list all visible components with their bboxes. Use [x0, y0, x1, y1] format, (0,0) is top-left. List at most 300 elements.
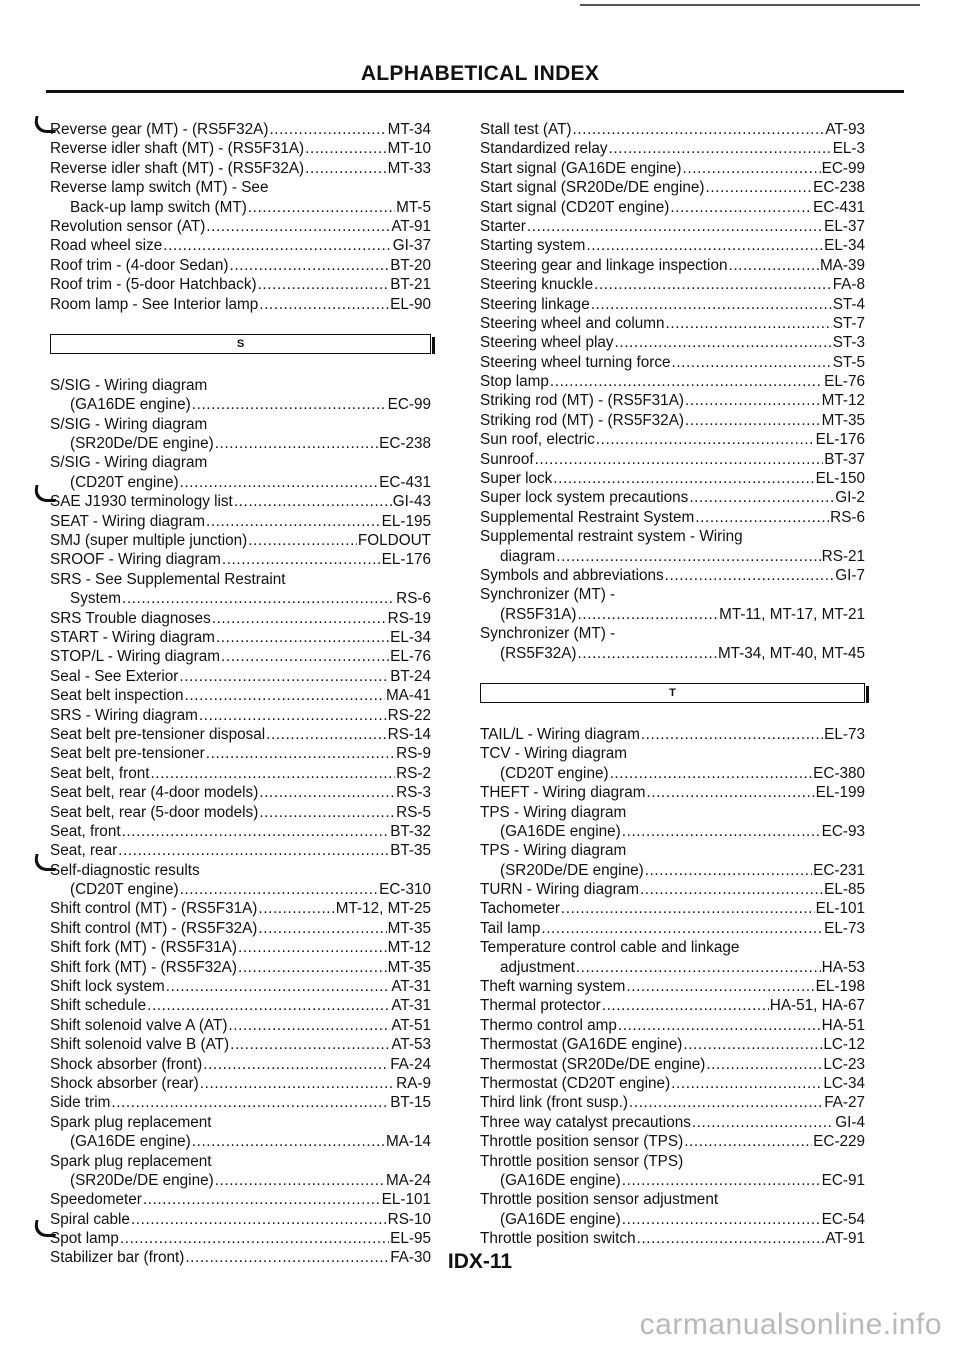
index-entry: [50, 1210, 431, 1229]
index-entry-name: adjustment: [500, 958, 575, 976]
index-entry-page-ref[interactable]: EC-54: [821, 1210, 865, 1228]
index-entry-name: SRS Trouble diagnoses: [50, 609, 211, 627]
index-entry: [480, 1016, 865, 1035]
index-entry-name: Self-diagnostic results: [50, 861, 200, 879]
index-entry-page-ref[interactable]: EL-101: [815, 900, 865, 918]
index-entry-name: Steering gear and linkage inspection: [480, 256, 728, 274]
index-entry-page-ref[interactable]: EL-101: [381, 1191, 431, 1209]
index-entry-page-ref[interactable]: ST-3: [832, 334, 865, 352]
index-entry: [50, 120, 431, 139]
index-entry-name: (CD20T engine): [500, 764, 609, 782]
index-entry-name: Shift solenoid valve A (AT): [50, 1016, 228, 1034]
index-entry-page-ref[interactable]: EL-76: [390, 648, 431, 666]
dot-leader: [269, 120, 386, 139]
index-entry: [480, 372, 865, 391]
index-entry-page-ref[interactable]: AT-93: [825, 121, 865, 138]
index-entry: [480, 644, 865, 663]
index-entry-name: TAIL/L - Wiring diagram: [480, 725, 640, 743]
index-entry-page-ref[interactable]: MT-10: [387, 140, 431, 158]
index-entry-page-ref[interactable]: AT-53: [391, 1036, 431, 1054]
dot-leader: [215, 1171, 385, 1190]
index-entry-name: Standardized relay: [480, 140, 608, 158]
index-entry-name: Roof trim - (4-door Sedan): [50, 256, 229, 274]
dot-leader: [206, 744, 395, 763]
index-entry: [50, 453, 431, 472]
index-entry-name: (CD20T engine): [70, 473, 179, 491]
index-entry-name: Seat belt, rear (5-door models): [50, 803, 259, 821]
index-entry: [480, 450, 865, 469]
index-entry: [50, 938, 431, 957]
index-entry-page-ref[interactable]: BT-24: [390, 667, 431, 685]
index-entry-page-ref[interactable]: MA-39: [819, 256, 865, 274]
index-entry-page-ref[interactable]: AT-91: [825, 1230, 865, 1248]
index-entry-name: Stop lamp: [480, 373, 549, 391]
index-entry-page-ref[interactable]: RS-6: [396, 590, 431, 608]
index-entry: [50, 628, 431, 647]
index-entry-name: SAE J1930 terminology list: [50, 493, 233, 511]
dot-leader: [206, 217, 390, 236]
index-entry-name: Roof trim - (5-door Hatchback): [50, 276, 257, 294]
index-entry-page-ref[interactable]: FA-8: [832, 276, 865, 294]
dot-leader: [640, 880, 823, 899]
index-entry-name: TPS - Wiring diagram: [480, 803, 627, 821]
dot-leader: [118, 841, 389, 860]
index-entry-name: (GA16DE engine): [70, 396, 191, 414]
dot-leader: [685, 411, 821, 430]
index-entry-page-ref[interactable]: MT-5: [396, 198, 431, 216]
index-entry: [480, 822, 865, 841]
index-entry-page-ref[interactable]: MT-12, MT-25: [335, 900, 431, 918]
index-entry-page-ref[interactable]: EL-34: [824, 237, 865, 255]
index-entry-name: Stall test (AT): [480, 121, 572, 138]
index-entry-name: Spark plug replacement: [50, 1152, 212, 1170]
dot-leader: [685, 391, 821, 410]
index-entry-page-ref[interactable]: BT-21: [390, 276, 431, 294]
dot-leader: [222, 550, 381, 569]
index-entry-name: SRS - Wiring diagram: [50, 706, 198, 724]
index-entry: [50, 295, 431, 314]
dot-leader: [541, 919, 823, 938]
index-entry: [480, 547, 865, 566]
dot-leader: [230, 256, 390, 275]
dot-leader: [120, 1229, 389, 1248]
index-entry: [50, 1074, 431, 1093]
dot-leader: [266, 725, 387, 744]
index-entry-name: Seat, rear: [50, 842, 118, 860]
dot-leader: [151, 764, 396, 783]
index-entry-page-ref[interactable]: AT-31: [391, 978, 431, 996]
dot-leader: [305, 159, 386, 178]
dot-leader: [591, 295, 832, 314]
index-entry: [50, 178, 431, 197]
index-entry-name: TCV - Wiring diagram: [480, 745, 628, 763]
index-entry-name: Seat belt, rear (4-door models): [50, 784, 259, 802]
title-rule: [46, 90, 904, 93]
index-entry-page-ref[interactable]: MT-34, MT-40, MT-45: [717, 644, 865, 662]
index-entry-page-ref[interactable]: HA-53: [821, 958, 865, 976]
index-entry: [50, 492, 431, 511]
index-entry-name: (CD20T engine): [70, 881, 179, 899]
index-entry-page-ref[interactable]: EL-73: [824, 919, 865, 937]
index-entry-page-ref[interactable]: EL-85: [824, 881, 865, 899]
index-entry: [50, 667, 431, 686]
index-entry-page-ref[interactable]: RS-2: [396, 764, 431, 782]
section-header-s: S: [50, 334, 431, 354]
index-entry-page-ref[interactable]: EL-199: [815, 784, 865, 802]
index-entry-name: (RS5F32A): [500, 644, 577, 662]
index-entry-page-ref[interactable]: RS-10: [387, 1210, 431, 1228]
dot-leader: [671, 1074, 822, 1093]
index-entry: [50, 1152, 431, 1171]
dot-leader: [122, 589, 395, 608]
dot-leader: [553, 469, 814, 488]
index-entry-page-ref[interactable]: EC-238: [813, 179, 865, 197]
index-entry: [480, 803, 865, 822]
index-entry: [50, 512, 431, 531]
index-entry-page-ref[interactable]: LC-23: [823, 1055, 865, 1073]
index-entry: [480, 1171, 865, 1190]
index-entry-name: (GA16DE engine): [500, 1210, 621, 1228]
index-entry: [480, 1190, 865, 1209]
index-entry-page-ref[interactable]: AT-51: [391, 1016, 431, 1034]
dot-leader: [573, 120, 825, 139]
index-entry-name: Seat belt pre-tensioner disposal: [50, 725, 266, 743]
index-entry: [50, 217, 431, 236]
index-entry-page-ref[interactable]: EC-91: [821, 1171, 865, 1189]
index-entry-page-ref[interactable]: GI-7: [835, 566, 865, 584]
dot-leader: [221, 647, 389, 666]
top-scan-mark: [580, 4, 920, 6]
dot-leader: [203, 1055, 389, 1074]
index-entry-name: Seal - See Exterior: [50, 667, 179, 685]
index-entry: [480, 488, 865, 507]
index-entry-page-ref[interactable]: MT-12: [821, 392, 865, 410]
index-entry-page-ref[interactable]: EC-431: [813, 198, 865, 216]
index-entry-page-ref[interactable]: FA-24: [390, 1055, 431, 1073]
index-entry-name: Super lock: [480, 470, 553, 488]
index-entry-name: Thermostat (SR20De/DE engine): [480, 1055, 706, 1073]
index-entry-page-ref[interactable]: BT-32: [390, 822, 431, 840]
index-entry-page-ref[interactable]: EL-37: [824, 217, 865, 235]
index-entry-page-ref[interactable]: RS-3: [396, 784, 431, 802]
index-entry-page-ref[interactable]: EC-93: [821, 822, 865, 840]
index-entry-page-ref[interactable]: EL-34: [390, 628, 431, 646]
dot-leader: [684, 1132, 812, 1151]
index-entry: [50, 473, 431, 492]
index-entry: [50, 139, 431, 158]
dot-leader: [199, 706, 387, 725]
index-entry-name: Thermal protector: [480, 997, 601, 1015]
index-entry-page-ref[interactable]: RS-21: [821, 547, 865, 565]
index-entry: [480, 996, 865, 1015]
dot-leader: [212, 609, 387, 628]
index-entry: [50, 1171, 431, 1190]
index-entry-name: Shift fork (MT) - (RS5F32A): [50, 958, 237, 976]
dot-leader: [185, 686, 385, 705]
index-entry-page-ref[interactable]: EL-3: [832, 140, 865, 158]
index-entry-page-ref[interactable]: EL-95: [390, 1230, 431, 1248]
dot-leader: [665, 566, 835, 585]
index-entry: [480, 1093, 865, 1112]
dot-leader: [670, 198, 812, 217]
index-entry-page-ref[interactable]: FA-30: [390, 1249, 431, 1267]
dot-leader: [259, 803, 395, 822]
dot-leader: [131, 1210, 387, 1229]
index-entry-page-ref[interactable]: MA-41: [385, 687, 431, 705]
index-entry-page-ref[interactable]: AT-91: [391, 217, 431, 235]
index-entry-name: Reverse lamp switch (MT) - See: [50, 179, 269, 197]
index-entry: [480, 977, 865, 996]
dot-leader: [147, 996, 390, 1015]
index-entry: [480, 1229, 865, 1248]
index-entry-name: Shock absorber (rear): [50, 1074, 199, 1092]
dot-leader: [578, 644, 717, 663]
index-entry: [480, 469, 865, 488]
index-entry-name: Shift fork (MT) - (RS5F31A): [50, 939, 237, 957]
index-entry-page-ref[interactable]: MT-12: [387, 939, 431, 957]
index-entry-name: Seat, front: [50, 822, 121, 840]
dot-leader: [626, 977, 814, 996]
index-entry: [50, 531, 431, 550]
index-entry-name: Reverse idler shaft (MT) - (RS5F32A): [50, 159, 305, 177]
index-entry-page-ref[interactable]: EL-195: [381, 512, 431, 530]
index-entry-name: Seat belt inspection: [50, 687, 184, 705]
index-entry-name: Seat belt pre-tensioner: [50, 745, 205, 763]
index-entry: [50, 1016, 431, 1035]
dot-leader: [550, 372, 823, 391]
dot-leader: [238, 938, 387, 957]
index-entry-name: STOP/L - Wiring diagram: [50, 648, 221, 666]
index-entry: [480, 314, 865, 333]
index-entry-name: Thermostat (CD20T engine): [480, 1074, 671, 1092]
dot-leader: [200, 1074, 395, 1093]
dot-leader: [535, 450, 824, 469]
index-entry-name: Steering knuckle: [480, 276, 594, 294]
index-entry-name: TPS - Wiring diagram: [480, 842, 627, 860]
index-entry-name: TURN - Wiring diagram: [480, 881, 639, 899]
dot-leader: [596, 430, 815, 449]
dot-leader: [305, 139, 386, 158]
index-entry-name: SROOF - Wiring diagram: [50, 551, 221, 569]
index-entry: [50, 550, 431, 569]
dot-leader: [215, 434, 378, 453]
index-entry-page-ref[interactable]: AT-31: [391, 997, 431, 1015]
index-entry-name: System: [70, 590, 121, 608]
index-entry-name: Shift control (MT) - (RS5F31A): [50, 900, 258, 918]
index-entry-page-ref[interactable]: EL-73: [824, 725, 865, 743]
index-entry-page-ref[interactable]: RS-6: [830, 508, 865, 526]
dot-leader: [143, 1190, 381, 1209]
dot-leader: [615, 333, 832, 352]
index-entry-name: (SR20De/DE engine): [70, 1171, 214, 1189]
index-entry: [480, 783, 865, 802]
index-entry-name: Tachometer: [480, 900, 560, 918]
index-entry: [480, 411, 865, 430]
index-entry: [50, 434, 431, 453]
index-entry: [480, 1152, 865, 1171]
index-entry: [480, 880, 865, 899]
index-entry-name: Three way catalyst precautions: [480, 1113, 691, 1131]
index-entry: [50, 880, 431, 899]
index-entry-page-ref[interactable]: FOLDOUT: [357, 532, 431, 550]
dot-leader: [622, 822, 821, 841]
index-entry-page-ref[interactable]: RS-19: [387, 609, 431, 627]
dot-leader: [610, 764, 813, 783]
dot-leader: [180, 880, 379, 899]
index-entry: [50, 236, 431, 255]
index-entry-page-ref[interactable]: EL-198: [815, 978, 865, 996]
index-entry-page-ref[interactable]: EC-99: [387, 396, 431, 414]
index-entry: [50, 1229, 431, 1248]
index-entry-page-ref[interactable]: MT-11, MT-17, MT-21: [719, 605, 865, 623]
dot-leader: [259, 783, 395, 802]
dot-leader: [578, 605, 719, 624]
index-entry-name: Room lamp - See Interior lamp: [50, 295, 259, 313]
index-entry: [50, 783, 431, 802]
index-entry-page-ref[interactable]: GI-43: [392, 493, 431, 511]
index-entry-page-ref[interactable]: EC-431: [379, 473, 431, 491]
index-entry-page-ref[interactable]: LC-34: [823, 1074, 865, 1092]
index-entry: [480, 1035, 865, 1054]
index-entry-page-ref[interactable]: EC-380: [813, 764, 865, 782]
index-entry-name: Revolution sensor (AT): [50, 217, 206, 235]
index-entry: [480, 333, 865, 352]
dot-leader: [238, 958, 387, 977]
index-entry-page-ref[interactable]: RA-9: [396, 1074, 431, 1092]
index-entry: [50, 376, 431, 395]
index-entry-page-ref[interactable]: BT-37: [824, 450, 865, 468]
index-entry-page-ref[interactable]: HA-51, HA-67: [769, 997, 865, 1015]
index-entry-page-ref[interactable]: RS-22: [387, 706, 431, 724]
dot-leader: [586, 236, 823, 255]
index-entry-name: Reverse idler shaft (MT) - (RS5F31A): [50, 140, 305, 158]
index-entry-name: Synchronizer (MT) -: [480, 586, 616, 604]
index-entry-name: Super lock system precautions: [480, 489, 689, 507]
index-entry-page-ref[interactable]: GI-2: [835, 489, 865, 507]
index-entry: [50, 415, 431, 434]
index-entry-page-ref[interactable]: GI-37: [392, 237, 431, 255]
page-number: IDX-11: [447, 1250, 513, 1273]
dot-leader: [163, 236, 391, 255]
index-entry-page-ref[interactable]: MA-24: [385, 1171, 431, 1189]
index-entry-name: Start signal (CD20T engine): [480, 198, 670, 216]
index-entry-page-ref[interactable]: RS-9: [396, 745, 431, 763]
index-entry-page-ref[interactable]: MT-34: [387, 121, 431, 138]
index-entry-page-ref[interactable]: MT-35: [821, 411, 865, 429]
index-entry: [480, 178, 865, 197]
index-entry-page-ref[interactable]: MT-33: [387, 159, 431, 177]
dot-leader: [629, 1093, 823, 1112]
index-entry-page-ref[interactable]: EC-231: [813, 861, 865, 879]
index-entry-name: S/SIG - Wiring diagram: [50, 415, 208, 433]
dot-leader: [258, 899, 334, 918]
index-entry: [50, 841, 431, 860]
dot-leader: [179, 667, 389, 686]
index-entry-page-ref[interactable]: ST-4: [832, 295, 865, 313]
index-entry-name: Sun roof, electric: [480, 431, 595, 449]
index-entry: [480, 1210, 865, 1229]
dot-leader: [594, 275, 832, 294]
index-entry-name: S/SIG - Wiring diagram: [50, 376, 208, 394]
index-entry: [480, 841, 865, 860]
dot-leader: [258, 275, 390, 294]
index-entry-name: Steering wheel turning force: [480, 353, 671, 371]
index-entry-name: Reverse gear (MT) - (RS5F32A): [50, 121, 269, 138]
index-entry: [480, 139, 865, 158]
index-entry: [50, 1093, 431, 1112]
index-entry: [480, 1074, 865, 1093]
dot-leader: [556, 547, 820, 566]
index-entry-page-ref[interactable]: EC-229: [813, 1133, 865, 1151]
index-entry: [480, 217, 865, 236]
index-entry-name: Symbols and abbreviations: [480, 566, 664, 584]
index-entry: [50, 919, 431, 938]
index-entry: [50, 899, 431, 918]
index-entry-page-ref[interactable]: RS-14: [387, 725, 431, 743]
dot-leader: [166, 977, 391, 996]
index-entry-page-ref[interactable]: MT-35: [387, 958, 431, 976]
index-entry-page-ref[interactable]: ST-5: [832, 353, 865, 371]
index-entry: [50, 609, 431, 628]
index-entry-page-ref[interactable]: RS-5: [396, 803, 431, 821]
index-entry: [50, 1113, 431, 1132]
dot-leader: [122, 822, 390, 841]
index-entry: [480, 725, 865, 744]
index-entry-name: Throttle position sensor (TPS): [480, 1152, 684, 1170]
index-entry-page-ref[interactable]: EC-310: [379, 881, 431, 899]
index-entry-page-ref[interactable]: EL-76: [824, 373, 865, 391]
index-entry-page-ref[interactable]: EC-99: [821, 159, 865, 177]
index-entry-name: Steering wheel and column: [480, 314, 665, 332]
index-entry-name: S/SIG - Wiring diagram: [50, 454, 208, 472]
index-entry-name: Throttle position sensor (TPS): [480, 1133, 684, 1151]
index-entry-page-ref[interactable]: EC-238: [379, 435, 431, 453]
index-entry-name: Start signal (SR20De/DE engine): [480, 179, 705, 197]
index-entry-page-ref[interactable]: ST-7: [832, 314, 865, 332]
index-entry-page-ref[interactable]: BT-35: [390, 842, 431, 860]
index-entry: [480, 1055, 865, 1074]
index-entry-page-ref[interactable]: EL-176: [815, 431, 865, 449]
index-entry: [50, 861, 431, 880]
index-entry-name: Throttle position switch: [480, 1230, 636, 1248]
dot-leader: [602, 996, 769, 1015]
index-entry: [480, 275, 865, 294]
index-entry: [50, 686, 431, 705]
index-entry-name: Striking rod (MT) - (RS5F32A): [480, 411, 684, 429]
index-entry-page-ref[interactable]: FA-27: [824, 1094, 865, 1112]
index-entry-page-ref[interactable]: MA-14: [385, 1133, 431, 1151]
index-entry-page-ref[interactable]: BT-15: [390, 1094, 431, 1112]
index-entry-page-ref[interactable]: GI-4: [835, 1113, 865, 1131]
index-entry-page-ref[interactable]: MT-35: [387, 919, 431, 937]
index-entry-page-ref[interactable]: EL-150: [815, 470, 865, 488]
index-entry-name: Shift schedule: [50, 997, 147, 1015]
index-entry-name: Theft warning system: [480, 978, 626, 996]
index-entry-page-ref[interactable]: BT-20: [390, 256, 431, 274]
dot-leader: [666, 314, 832, 333]
dot-leader: [689, 488, 834, 507]
dot-leader: [646, 783, 814, 802]
index-entry-name: Tail lamp: [480, 919, 541, 937]
dot-leader: [180, 473, 379, 492]
dot-leader: [248, 198, 395, 217]
index-entry-page-ref[interactable]: EL-90: [390, 295, 431, 313]
index-entry: [480, 236, 865, 255]
index-entry-name: Side trim: [50, 1094, 111, 1112]
index-entry-page-ref[interactable]: EL-176: [381, 551, 431, 569]
index-entry-page-ref[interactable]: HA-51: [821, 1016, 865, 1034]
index-entry-page-ref[interactable]: LC-12: [823, 1036, 865, 1054]
